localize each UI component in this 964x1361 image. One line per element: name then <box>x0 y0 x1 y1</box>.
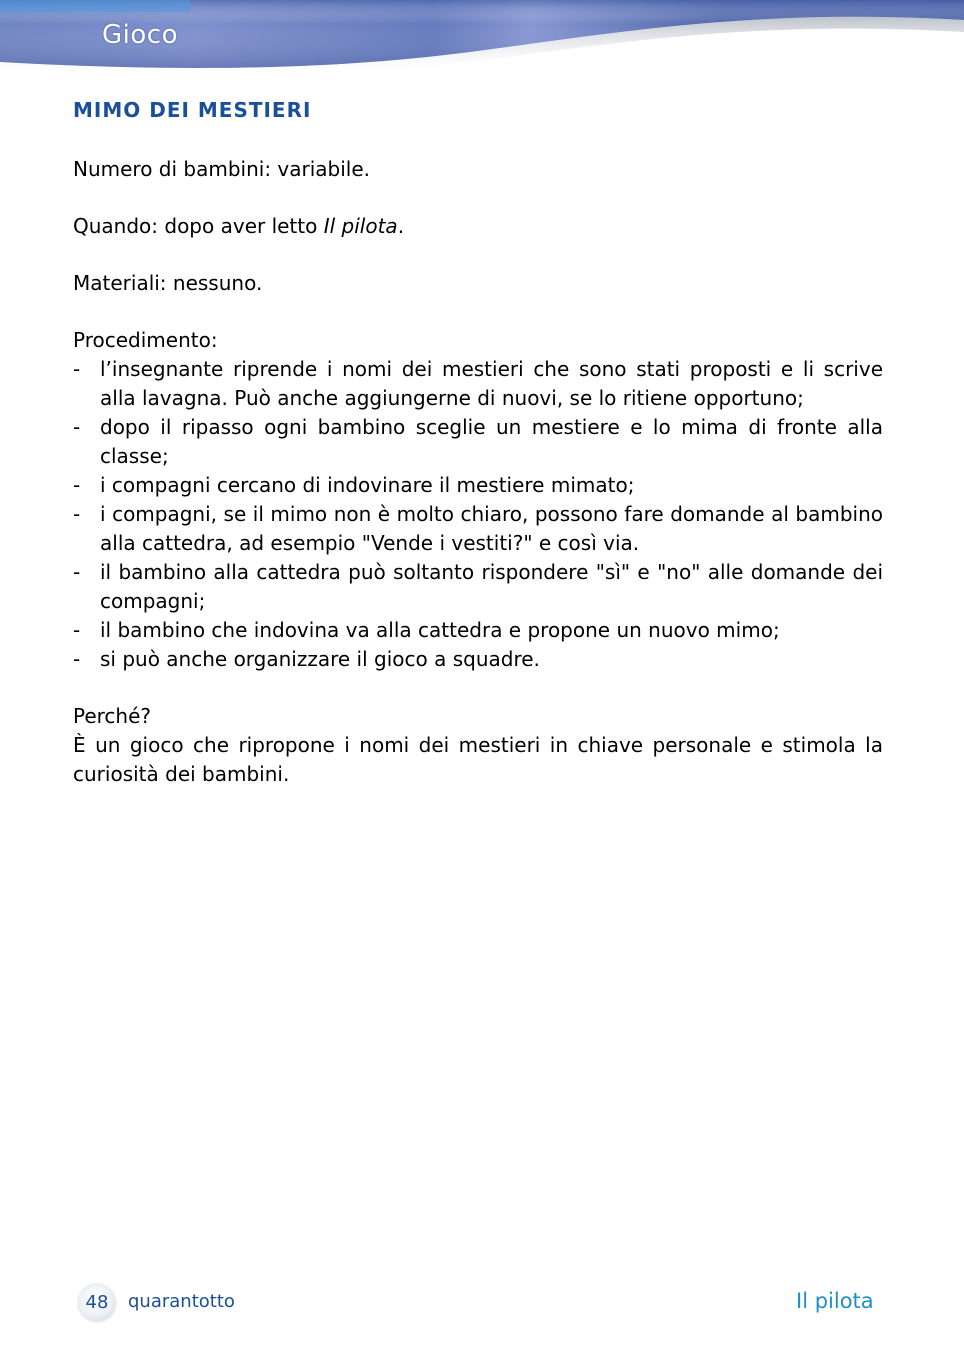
dash-bullet: - <box>73 618 81 642</box>
procedure-step-text: il bambino che indovina va alla cattedra e propone un nuovo mimo; <box>100 618 780 642</box>
dash-bullet: - <box>73 357 81 381</box>
procedure-step <box>73 616 883 645</box>
page-number-words: quarantotto <box>128 1291 235 1312</box>
when-line <box>73 212 883 241</box>
book-title-footer: Il pilota <box>796 1289 874 1313</box>
materials-line: Materiali: nessuno. <box>73 271 263 295</box>
procedure-step <box>73 500 883 558</box>
page-number-badge: 48 <box>79 1285 115 1321</box>
activity-content <box>73 93 883 789</box>
when-prefix: Quando: dopo aver letto <box>73 214 324 238</box>
spacer <box>73 298 883 326</box>
dash-bullet: - <box>73 473 81 497</box>
section-label: Gioco <box>102 20 178 50</box>
dash-bullet: - <box>73 415 81 439</box>
procedure-label: Procedimento: <box>73 328 218 352</box>
spacer <box>73 241 883 269</box>
players-line: Numero di bambini: variabile. <box>73 157 371 181</box>
dash-bullet: - <box>73 502 81 526</box>
procedure-step-text: dopo il ripasso ogni bambino sceglie un mestiere e lo mima di fronte alla classe; <box>100 415 883 468</box>
procedure-step-text: i compagni cercano di indovinare il mestiere mimato; <box>100 473 635 497</box>
dash-bullet: - <box>73 560 81 584</box>
procedure-step-text: l’insegnante riprende i nomi dei mestieri che sono stati proposti e li scrive alla lavagna. Può anche aggiungerne di nuovi, se lo ritiene opportuno; <box>100 357 883 410</box>
procedure-step-text: si può anche organizzare il gioco a squadre. <box>100 647 540 671</box>
procedure-step-text: i compagni, se il mimo non è molto chiaro, possono fare domande al bambino alla cattedra, ad esempio "Vende i vestiti?" e così via. <box>100 502 883 555</box>
procedure-step <box>73 558 883 616</box>
when-book-title: Il pilota <box>323 214 398 238</box>
procedure-step <box>73 413 883 471</box>
spacer <box>73 674 883 702</box>
spacer <box>73 184 883 212</box>
activity-title: MIMO DEI MESTIERI <box>73 98 312 122</box>
procedure-step <box>73 355 883 413</box>
dash-bullet: - <box>73 647 81 671</box>
procedure-step <box>73 645 883 674</box>
procedure-list <box>73 355 883 674</box>
procedure-step <box>73 471 883 500</box>
spacer <box>73 127 883 155</box>
why-text: È un gioco che ripropone i nomi dei mestieri in chiave personale e stimola la curiosità dei bambini. <box>73 733 883 786</box>
procedure-step-text: il bambino alla cattedra può soltanto rispondere "sì" e "no" alle domande dei compagni; <box>100 560 883 613</box>
why-label: Perché? <box>73 704 152 728</box>
when-suffix: . <box>397 214 405 238</box>
